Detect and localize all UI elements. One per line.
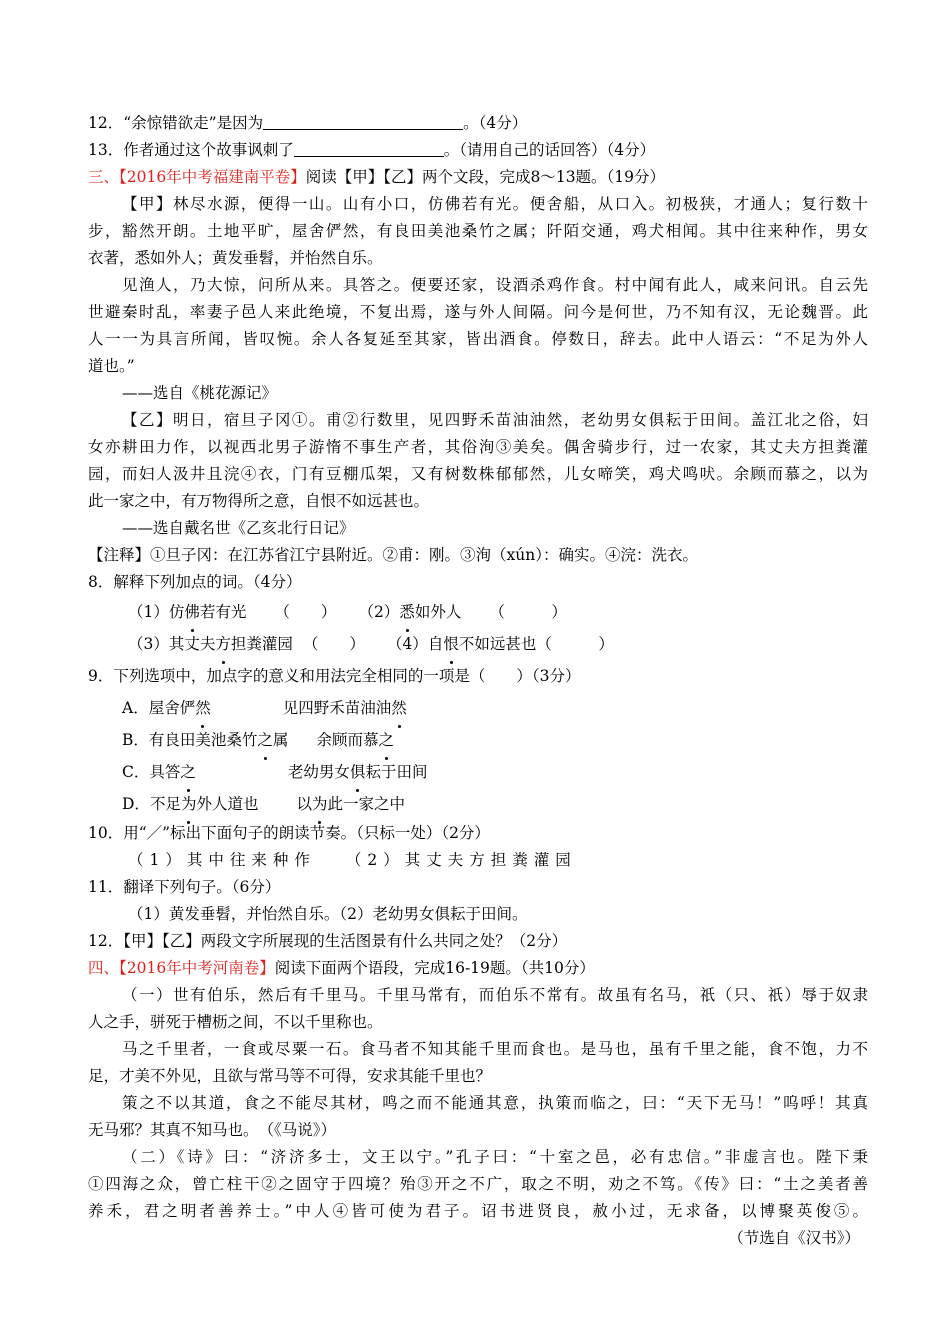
passage-line: 无马邪？其真不知马也。 （《马说》） — [88, 1121, 337, 1139]
passage-line: 足，才美不外见，且欲与常马等不可得，安求其能千里也？ — [88, 1067, 492, 1085]
q10-sentence-1[interactable]: （1）其中往来种作 — [128, 851, 316, 869]
q13a-prefix: 13．作者通过这个故事讽刺了 — [88, 141, 294, 159]
question-8-row — [88, 596, 868, 628]
question-9-option-a[interactable]: A．屋舍俨然 见四野禾苗油油然 — [88, 692, 868, 724]
passage-hanshu — [88, 1144, 868, 1252]
section-instruction: 阅读【甲】【乙】两个文段，完成8～13题。（19分） — [305, 168, 666, 186]
passage-line: 马之千里者，一食或尽粟一石。食马者不知其能千里而食也。是马也，虽有千里之能，食不饱，力不 — [122, 1040, 868, 1058]
passage-line: 步，豁然开朗。土地平旷，屋舍俨然，有良田美池桑竹之属；阡陌交通，鸡犬相闻。其中往来种作，男女 — [88, 222, 868, 240]
q12a-prefix: 12．“余惊错欲走”是因为 — [88, 114, 264, 132]
section-4-heading — [88, 955, 868, 982]
section-number: 四、 — [88, 959, 120, 977]
answer-paren[interactable]: （ ） — [302, 635, 365, 653]
question-12-second: 12．【甲】【乙】两段文字所展现的生活图景有什么共同之处？（2分） — [88, 932, 568, 950]
passage-line: 此一家之中，有万物得所之意，自恨不如远甚也。 — [88, 492, 430, 510]
passage-line: 见渔人，乃大惊，问所从来。具答之。便要还家，设酒杀鸡作食。村中闻有此人，咸来问讯。自云先 — [122, 276, 868, 294]
question-12-first — [88, 110, 868, 137]
q8-item: （4）自恨不如远甚也 — [387, 635, 536, 653]
passage-source: （节选自《汉书》） — [728, 1229, 860, 1247]
passage-line: （二）《诗》曰：“济济多士，文王以宁。”孔子曰：“十室之邑，必有忠信。”非虚言也。陛下秉 — [122, 1148, 868, 1166]
passage-line: 人一一为具言所闻，皆叹惋。余人各复延至其家，皆出酒食。停数日，辞去。此中人语云：“不足为外人 — [88, 330, 868, 348]
document-page — [88, 110, 868, 1252]
question-9-title: 9．下列选项中，加点字的意义和用法完全相同的一项是（ ）（3分） — [88, 667, 581, 685]
section-source: 【2016年中考河南卷】 — [119, 959, 275, 977]
section-3-heading — [88, 164, 868, 191]
section-source: 【2016年中考福建南平卷】 — [119, 168, 306, 186]
question-9-option-b[interactable]: B．有良田美池桑竹之属 余顾而慕之 — [88, 724, 868, 756]
question-9-option-d[interactable]: D．不足为外人道也 以为此一家之中 — [88, 788, 868, 820]
answer-paren[interactable]: （ ） — [536, 635, 614, 653]
question-13 — [88, 137, 868, 164]
passage-line: 策之不以其道，食之不能尽其材，鸣之而不能通其意，执策而临之，曰：“天下无马！”呜呼！其真 — [122, 1094, 868, 1112]
answer-paren[interactable]: （ ） — [274, 603, 337, 621]
question-8-row — [88, 628, 868, 660]
passage-line: 人之手，骈死于槽枥之间，不以千里称也。 — [88, 1013, 383, 1031]
passage-line: 衣著，悉如外人；黄发垂髫，并怡然自乐。 — [88, 249, 383, 267]
q8-item: （3）其丈夫方担粪灌园 — [128, 635, 293, 653]
passage-line: ①四海之众，曾亡柱干②之固守于四境？殆③开之不广，取之不明，劝之不笃。《传》曰：“土之美者善 — [88, 1175, 868, 1193]
answer-blank[interactable] — [294, 138, 444, 157]
passage-line: 女亦耕田力作，以视西北男子游惰不事生产者，其俗洵③美矣。偶舍骑步行，过一农家，其丈夫方担粪灌 — [88, 438, 868, 456]
question-11-title: 11．翻译下列句子。（6分） — [88, 878, 281, 896]
passage-yi — [88, 407, 868, 542]
passage-line: 【乙】明日，宿旦子冈①。甫②行数里，见四野禾苗油油然，老幼男女俱耘于田间。盖江北之俗，妇 — [122, 411, 868, 429]
section-number: 三、 — [88, 168, 120, 186]
passage-line: 【甲】林尽水源，便得一山。山有小口，仿佛若有光。便舍船，从口入。初极狭，才通人；复行数十 — [122, 195, 868, 213]
question-10-sentences — [88, 847, 868, 874]
passage-line: （一）世有伯乐，然后有千里马。千里马常有，而伯乐不常有。故虽有名马，祇（只、祇）辱于奴隶 — [122, 986, 868, 1004]
q13a-suffix: 。（请用自己的话回答）（4分） — [443, 141, 656, 159]
answer-paren[interactable]: （ ） — [489, 603, 567, 621]
passage-source: ——选自戴名世《乙亥北行日记》 — [122, 519, 355, 537]
q8-item: （2）悉如外人 — [358, 603, 461, 621]
passage-line: 养禾，君之明者善养士。”中人④皆可使为君子。诏书进贤良，赦小过，无求备，以博聚英俊⑤。 — [88, 1202, 868, 1220]
q8-item: （1）仿佛若有光 — [128, 603, 246, 621]
question-9-option-c[interactable]: C．具答之 老幼男女俱耘于田间 — [88, 756, 868, 788]
passage-line: 世避秦时乱，率妻子邑人来此绝境，不复出焉，遂与外人间隔。问今是何世，乃不知有汉，无论魏晋。此 — [88, 303, 868, 321]
passage-line: 道也。” — [88, 357, 135, 375]
section-instruction: 阅读下面两个语段，完成16-19题。（共10分） — [274, 959, 595, 977]
question-10-title: 10．用“／”标出下面句子的朗读节奏。（只标一处）（2分） — [88, 824, 490, 842]
passage-source: ——选自《桃花源记》 — [122, 384, 278, 402]
question-11-sentences: （1）黄发垂髫，并怡然自乐。（2）老幼男女俱耘于田间。 — [128, 905, 528, 923]
answer-blank[interactable] — [263, 111, 463, 130]
q12a-suffix: 。（4分） — [463, 114, 528, 132]
passage-line: 园，而妇人汲井且浣④衣，门有豆棚瓜架，又有树数株郁郁然，儿女啼笑，鸡犬鸣吠。余顾而慕之，以为 — [88, 465, 868, 483]
passage-mashuo — [88, 982, 868, 1144]
annotation: 【注释】①旦子冈：在江苏省江宁县附近。②甫：刚。③洵（xún）：确实。④浣：洗衣。 — [88, 546, 698, 564]
q10-sentence-2[interactable]: （2）其丈夫方担粪灌园 — [345, 851, 577, 869]
passage-jia — [88, 191, 868, 407]
question-8-title: 8．解释下列加点的词。（4分） — [88, 573, 302, 591]
